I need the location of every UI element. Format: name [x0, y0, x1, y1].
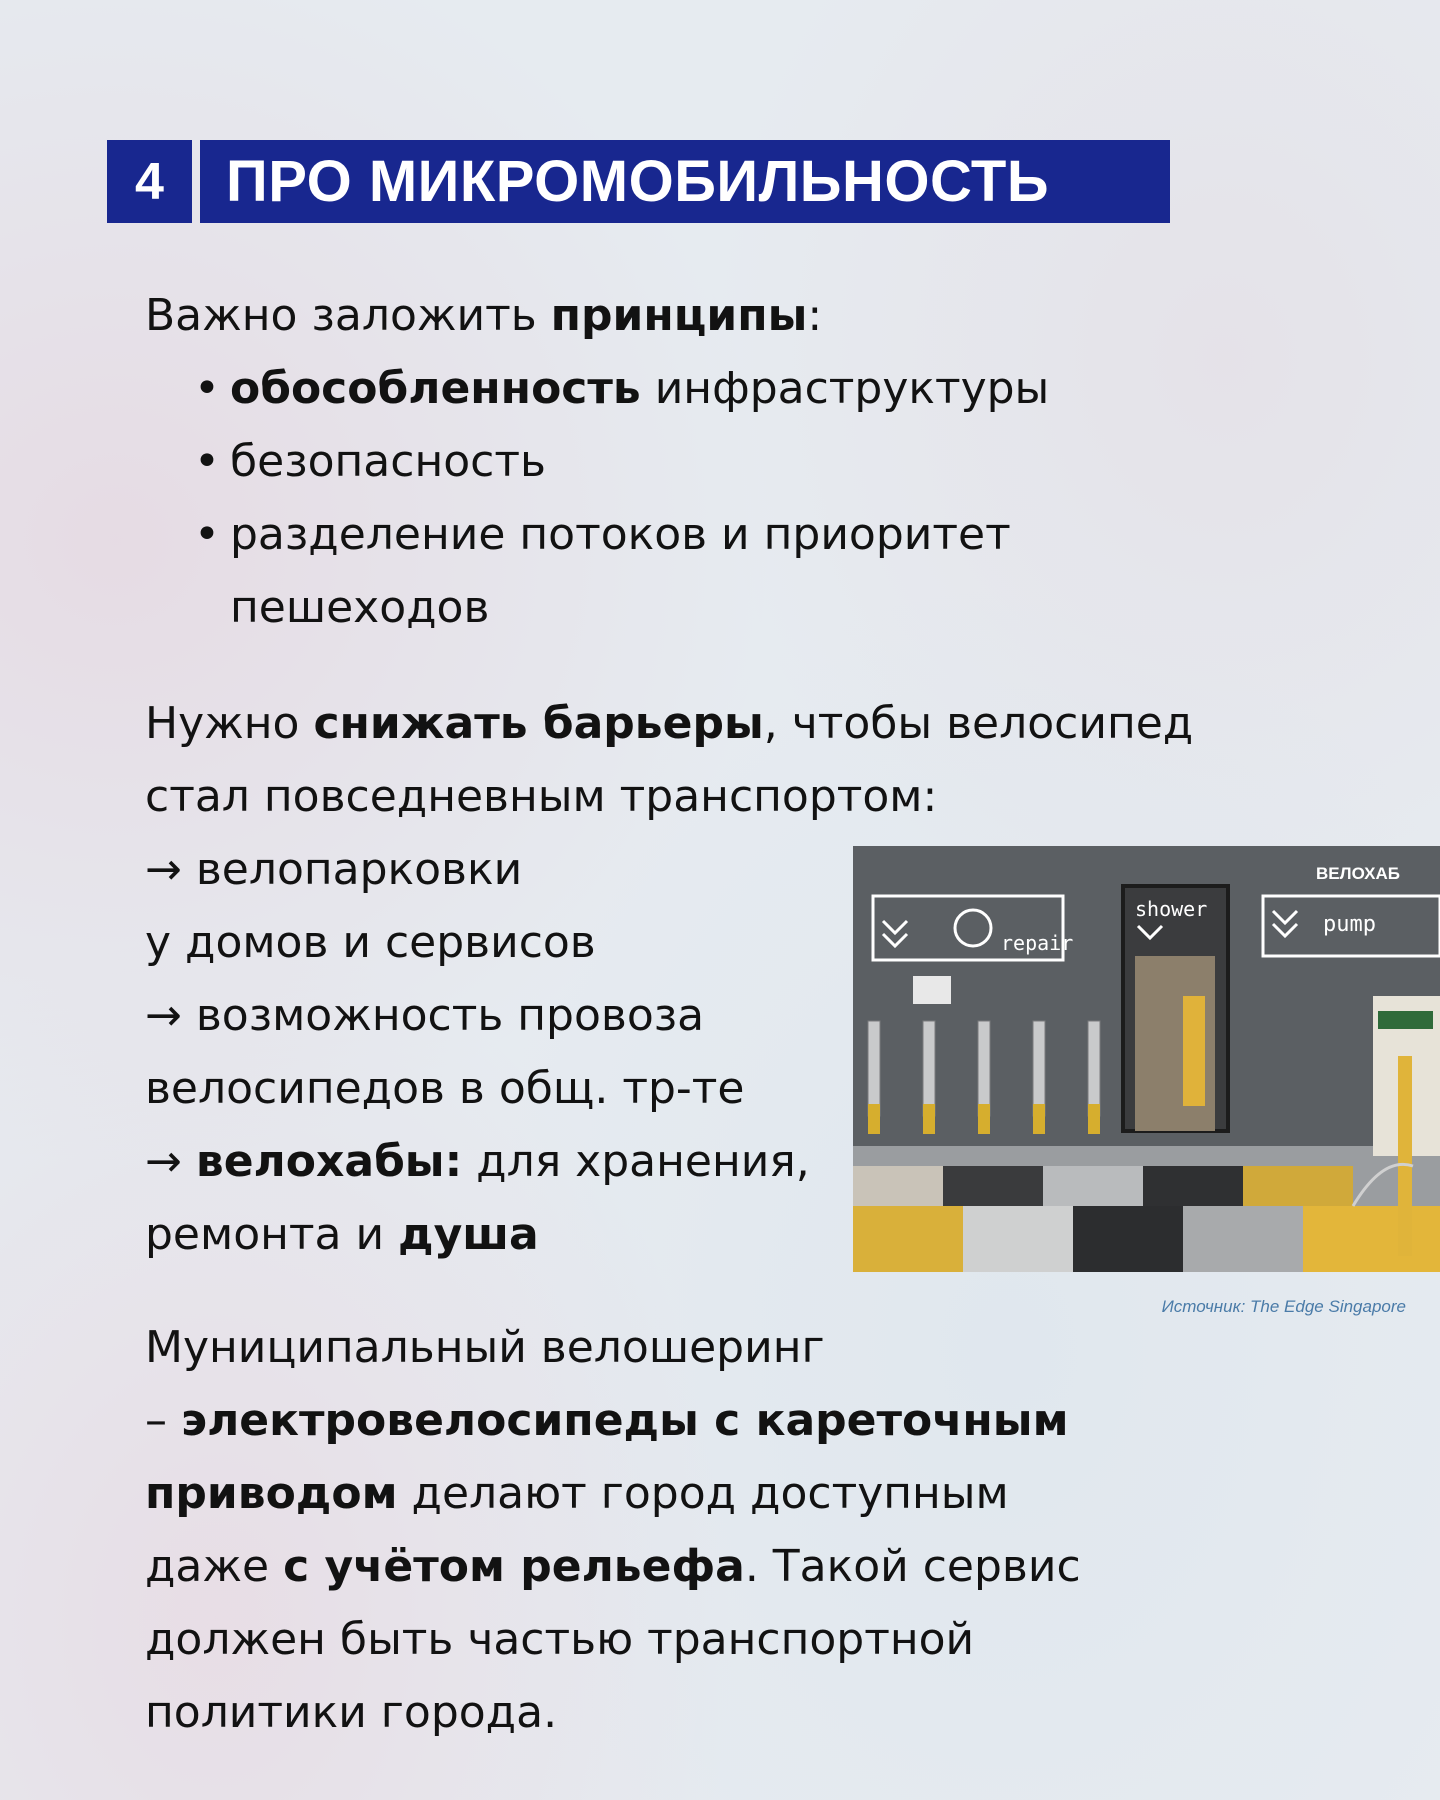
principle-isolation: • обособленность инфраструктуры	[230, 352, 1049, 426]
bikeshare-line1: Муниципальный велошеринг	[145, 1322, 825, 1373]
section-number: 4	[107, 140, 192, 223]
barrier-item-transport-cont: велосипедов в общ. тр-те	[145, 1063, 745, 1114]
bikeshare-line4: даже с учётом рельефа. Такой сервис	[145, 1541, 1081, 1592]
photo-badge: ВЕЛОХАБ	[1316, 864, 1400, 883]
bike-hub-illustration	[853, 846, 1440, 1272]
bikeshare-line2: – электровелосипеды с кареточным	[145, 1395, 1069, 1446]
principles-intro: Важно заложить принципы:	[145, 290, 823, 341]
barrier-item-parking-cont: у домов и сервисов	[145, 917, 596, 968]
svg-text:repair: repair	[1001, 931, 1074, 955]
barrier-item-hubs: → велохабы: для хранения,	[145, 1136, 810, 1187]
bikeshare-line3: приводом делают город доступным	[145, 1468, 1009, 1519]
bikeshare-line5: должен быть частью транспортной	[145, 1614, 975, 1665]
barriers-line2: стал повседневным транспортом:	[145, 771, 938, 822]
barriers-line1: Нужно снижать барьеры, чтобы велосипед	[145, 698, 1194, 749]
section-header	[107, 140, 1170, 223]
bike-hub-photo	[853, 846, 1440, 1272]
barrier-item-parking: → велопарковки	[145, 844, 523, 895]
photo-source-caption: Источник: The Edge Singapore	[1161, 1297, 1406, 1316]
svg-text:pump: pump	[1323, 912, 1376, 937]
principle-separation-cont: пешеходов	[230, 582, 490, 633]
principle-separation: • разделение потоков и приоритет	[230, 498, 1011, 572]
svg-text:shower: shower	[1135, 897, 1208, 921]
header-separator	[192, 140, 200, 223]
barrier-item-transport: → возможность провоза	[145, 990, 705, 1041]
principle-safety: • безопасность	[230, 425, 546, 499]
section-title: ПРО МИКРОМОБИЛЬНОСТЬ	[200, 140, 1170, 223]
barrier-item-hubs-cont: ремонта и душа	[145, 1209, 539, 1260]
bikeshare-line6: политики города.	[145, 1687, 558, 1738]
